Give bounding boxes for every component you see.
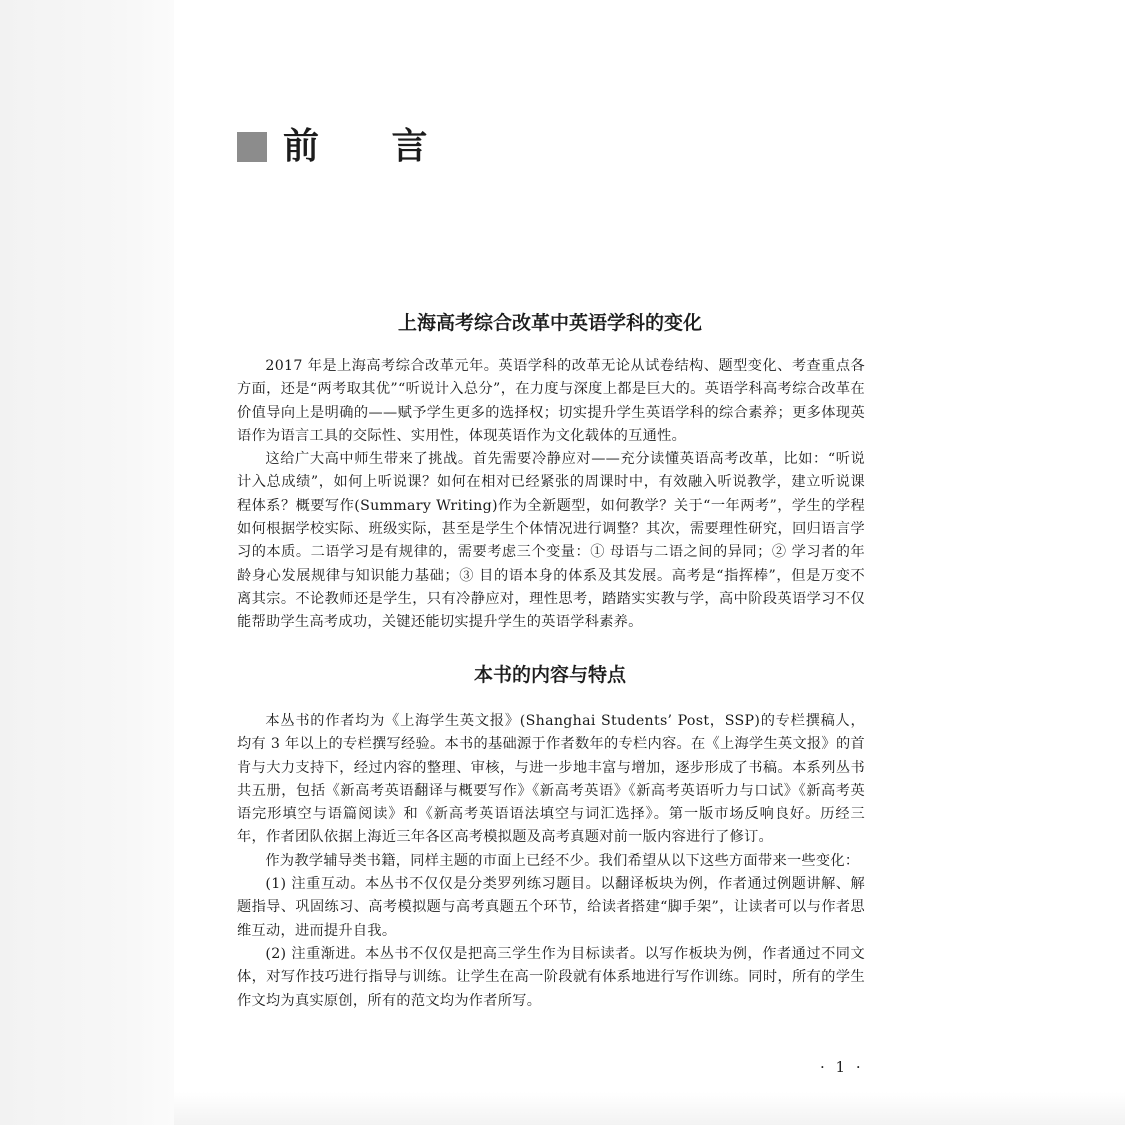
scan-left-margin [0, 0, 174, 1125]
title-square-icon [237, 132, 267, 162]
scan-bottom-edge [174, 1092, 1125, 1125]
paragraph: 2017 年是上海高考综合改革元年。英语学科的改革无论从试卷结构、题型变化、考查重点各方面，还是“两考取其优”“听说计入总分”，在力度与深度上都是巨大的。英语学科高考综合改革在价值导向上是明确的——赋予学生更多的选择权；切实提升学生英语学科的综合素养；更多体现英语作为语言工具的交际性、实用性，体现英语作为文化载体的互通性。 [237, 358, 865, 444]
paragraph: 本丛书的作者均为《上海学生英文报》(Shanghai Students’ Post，SSP)的专栏撰稿人，均有 3 年以上的专栏撰写经验。本书的基础源于作者数年的专栏内容。在《上海学生英文报》的首肯与大力支持下，经过内容的整理、审核，与进一步地丰富与增加，逐步形成了书稿。本系列丛书共五册，包括《新高考英语翻译与概要写作》《新高考英语》《新高考英语听力与口试》《新高考英语完形填空与语篇阅读》和《新高考英语语法填空与词汇选择》。第一版市场反响良好。历经三年，作者团队依据上海近三年各区高考模拟题及高考真题对前一版内容进行了修订。 [237, 713, 865, 846]
paragraph: 作为教学辅导类书籍，同样主题的市面上已经不少。我们希望从以下这些方面带来一些变化： [265, 852, 860, 869]
paragraph: (2) 注重渐进。本丛书不仅仅是把高三学生作为目标读者。以写作板块为例，作者通过不同文体，对写作技巧进行指导与训练。让学生在高一阶段就有体系地进行写作训练。同时，所有的学生作文均为真实原创，所有的范文均为作者所写。 [237, 945, 865, 1009]
title-block [237, 124, 458, 170]
page-number: · 1 · [820, 1058, 864, 1076]
page-title: 前 言 [283, 126, 458, 167]
section-body-2 [237, 710, 865, 1013]
paragraph: (1) 注重互动。本丛书不仅仅是分类罗列练习题目。以翻译板块为例，作者通过例题讲解、解题指导、巩固练习、高考模拟题与高考真题五个环节，给读者搭建“脚手架”，让读者可以与作者思维互动，进而提升自我。 [237, 876, 865, 939]
section-heading-2: 本书的内容与特点 [473, 664, 626, 686]
section-body-1 [237, 355, 865, 635]
section-heading-1: 上海高考综合改革中英语学科的变化 [397, 312, 702, 334]
paragraph: 这给广大高中师生带来了挑战。首先需要冷静应对——充分读懂英语高考改革，比如：“听说计入总成绩”，如何上听说课？如何在相对已经紧张的周课时中，有效融入听说教学，建立听说课程体系？概要写作(Summary Writing)作为全新题型，如何教学？关于“一年两考”，学生的学程如何根据学校实际、班级实际，甚至是学生个体情况进行调整？其次，需要理性研究，回归语言学习的本质。二语学习是有规律的，需要考虑三个变量：① 母语与二语之间的异同；② 学习者的年龄身心发展规律与知识能力基础；③ 目的语本身的体系及其发展。高考是“指挥棒”，但是万变不离其宗。不论教师还是学生，只有冷静应对，理性思考，踏踏实实教与学，高中阶段英语学习不仅能帮助学生高考成功，关键还能切实提升学生的英语学科素养。 [237, 451, 865, 631]
